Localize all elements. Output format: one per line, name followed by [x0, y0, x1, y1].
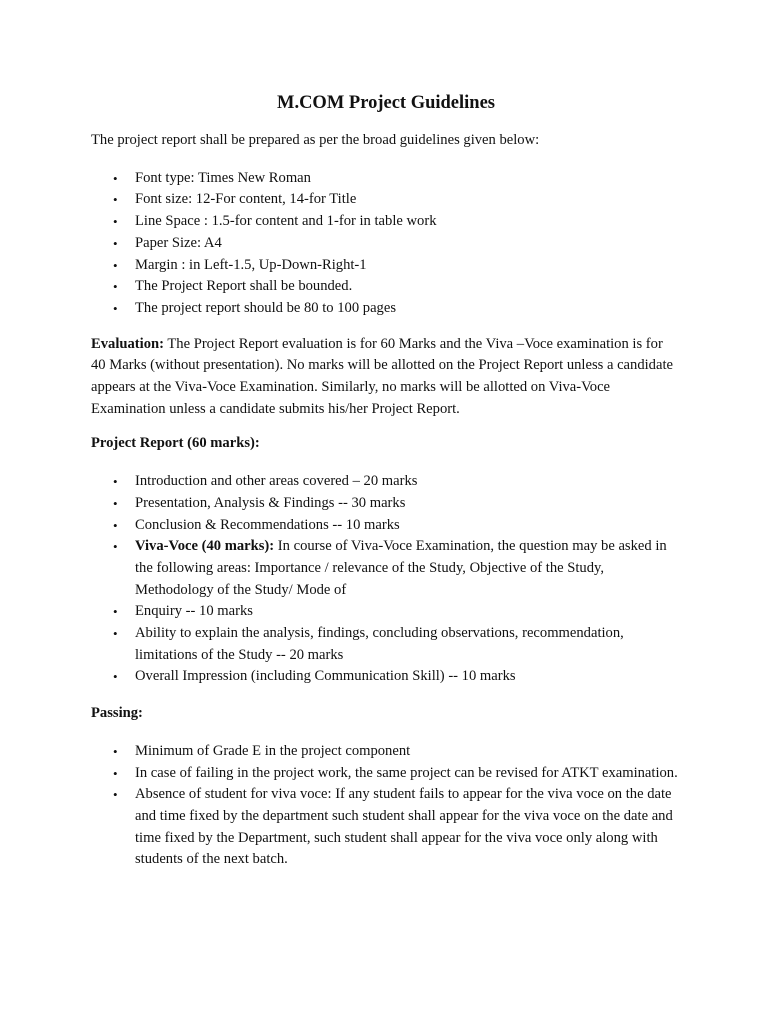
- bullet-icon: •: [113, 474, 118, 490]
- list-item: • Ability to explain the analysis, findings, concluding observations, recommendation, limitations of the Study -- 20 marks: [113, 625, 624, 663]
- bullet-icon: •: [113, 743, 118, 759]
- list-item: • Presentation, Analysis & Findings -- 30 marks: [91, 493, 681, 515]
- page-title: M.COM Project Guidelines: [276, 93, 496, 113]
- passing-list: [91, 741, 681, 871]
- list-item: • Introduction and other areas covered – 20 marks: [91, 471, 681, 493]
- bullet-icon: •: [113, 279, 118, 295]
- bullet-icon: •: [113, 495, 118, 511]
- bullet-icon: •: [113, 170, 118, 186]
- list-item: • The Project Report shall be bounded.: [91, 276, 681, 298]
- project-report-list: [91, 471, 681, 688]
- list-item: • Enquiry -- 10 marks: [91, 601, 681, 623]
- evaluation-label: Evaluation:: [91, 335, 164, 352]
- evaluation-paragraph: [91, 334, 681, 421]
- list-item: [91, 536, 681, 601]
- document-page: [91, 90, 681, 871]
- list-item: • Line Space : 1.5-for content and 1-for in table work: [91, 211, 681, 233]
- list-item: • Absence of student for viva voce: If any student fails to appear for the viva voce on the date and time fixed by the department such student shall appear for the viva voce on the date and time fixed by the Department, such student shall appear for the viva voce only along with students of the next batch.: [113, 786, 673, 868]
- list-item: • In case of failing in the project work, the same project can be revised for ATKT examination.: [91, 763, 681, 785]
- list-item: • The project report should be 80 to 100 pages: [91, 298, 681, 320]
- list-item: • Overall Impression (including Communication Skill) -- 10 marks: [91, 666, 681, 688]
- bullet-icon: •: [113, 626, 118, 642]
- bullet-icon: •: [113, 787, 118, 803]
- list-item: • Font type: Times New Roman: [91, 168, 681, 190]
- viva-voce-label: Viva-Voce (40 marks):: [135, 538, 275, 555]
- list-item: • Margin : in Left-1.5, Up-Down-Right-1: [91, 255, 681, 277]
- project-report-heading: Project Report (60 marks):: [91, 435, 260, 452]
- list-item: • Minimum of Grade E in the project component: [91, 741, 681, 763]
- bullet-icon: •: [113, 257, 118, 273]
- bullet-icon: •: [113, 214, 118, 230]
- list-item: • Font size: 12-For content, 14-for Title: [91, 189, 681, 211]
- list-item: • Conclusion & Recommendations -- 10 marks: [91, 515, 681, 537]
- bullet-icon: •: [113, 300, 118, 316]
- intro-paragraph: The project report shall be prepared as per the broad guidelines given below:: [91, 132, 540, 148]
- evaluation-text: The Project Report evaluation is for 60 Marks and the Viva –Voce examination is for 40 Marks (without presentation). No marks will be allotted on the Project Report unless a candidate appears at the Viva-Voce Examination. Similarly, no marks will be allotted on Viva-Voce Examination unless a candidate submits his/her Project Report.: [91, 335, 673, 417]
- format-list: [91, 168, 681, 320]
- bullet-icon: •: [113, 765, 118, 781]
- viva-voce-text: In course of Viva-Voce Examination, the question may be asked in the following areas: Importance / relevance of the Study, Objective of the Study, Methodology of the Study/ Mode of: [135, 538, 667, 598]
- bullet-icon: •: [113, 517, 118, 533]
- bullet-icon: •: [113, 539, 118, 555]
- bullet-icon: •: [113, 669, 118, 685]
- bullet-icon: •: [113, 235, 118, 251]
- bullet-icon: •: [113, 604, 118, 620]
- bullet-icon: •: [113, 192, 118, 208]
- list-item: • Paper Size: A4: [91, 233, 681, 255]
- passing-heading: Passing:: [91, 705, 143, 722]
